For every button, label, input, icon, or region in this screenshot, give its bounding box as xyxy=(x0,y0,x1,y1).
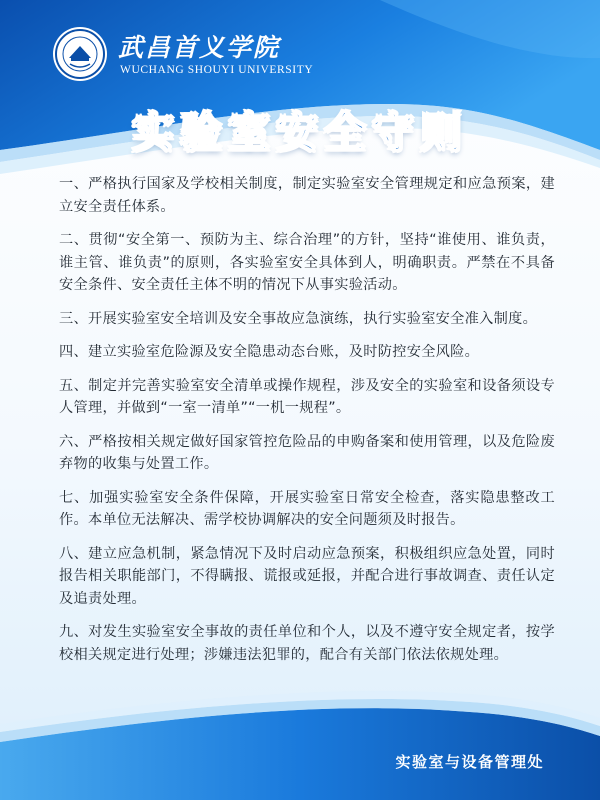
university-seal-icon xyxy=(52,26,108,82)
rule-item: 六、严格按相关规定做好国家管控危险品的申购备案和使用管理，以及危险废弃物的收集与处置工作。 xyxy=(59,433,555,472)
rule-item: 二、贯彻“安全第一、预防为主、综合治理”的方针，坚持“谁使用、谁负责，谁主管、谁负责”的原则，各实验室安全具体到人，明确职责。严禁在不具备安全条件、安全责任主体不明的情况下从事实验活动。 xyxy=(59,232,555,293)
header xyxy=(52,26,452,86)
rule-item: 四、建立实验室危险源及安全隐患动态台账，及时防控安全风险。 xyxy=(59,344,480,360)
rule-item: 九、对发生实验室安全事故的责任单位和个人，以及不遵守安全规定者，按学校相关规定进行处理；涉嫌违法犯罪的，配合有关部门依法依规处理。 xyxy=(59,624,555,663)
rules-list xyxy=(59,173,555,677)
university-name-cn: 武昌首义学院 xyxy=(118,33,281,62)
rule-item: 三、开展实验室安全培训及安全事故应急演练，执行实验室安全准入制度。 xyxy=(59,310,538,327)
rule-item: 一、严格执行国家及学校相关制度，制定实验室安全管理规定和应急预案，建立安全责任体系。 xyxy=(59,176,555,215)
page-title: 实验室安全守则 xyxy=(131,108,468,157)
university-name-en: WUCHANG SHOUYI UNIVERSITY xyxy=(120,64,314,76)
rule-item: 五、制定并完善实验室安全清单或操作规程，涉及安全的实验室和设备须设专人管理，并做到“一室一清单”“一机一规程”。 xyxy=(59,377,555,416)
rule-item: 八、建立应急机制，紧急情况下及时启动应急预案，积极组织应急处置，同时报告相关职能部门，不得瞒报、谎报或延报，并配合进行事故调查、责任认定及追责处理。 xyxy=(59,545,555,607)
rule-item: 七、加强实验室安全条件保障，开展实验室日常安全检查，落实隐患整改工作。本单位无法解决、需学校协调解决的安全问题须及时报告。 xyxy=(59,489,555,528)
footer-department: 实验室与设备管理处 xyxy=(395,753,544,771)
